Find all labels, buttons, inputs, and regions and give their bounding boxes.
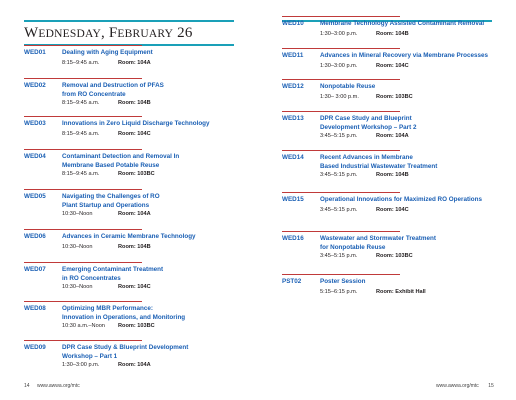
session-title[interactable]: Removal and Destruction of PFAS from RO Concentrate <box>62 82 164 98</box>
session-room: Room: Exhibit Hall <box>376 289 426 295</box>
session-title[interactable]: Operational Innovations for Maximized RO Operations <box>320 196 482 203</box>
page-number: 15 <box>488 383 494 389</box>
session-divider <box>282 192 400 193</box>
session-code: WED08 <box>24 305 46 312</box>
session-divider <box>282 150 400 151</box>
session-code: WED14 <box>282 154 304 161</box>
session-time: 1:30–3:00 p.m. <box>62 362 100 368</box>
page-number: 14 <box>24 383 30 389</box>
session-divider <box>282 111 400 112</box>
session-title[interactable]: Dealing with Aging Equipment <box>62 49 153 56</box>
session-divider <box>24 301 142 302</box>
right-page <box>258 0 516 400</box>
session-code: WED09 <box>24 344 46 351</box>
session-room: Room: 103BC <box>376 94 413 100</box>
session-room: Room: 103BC <box>118 323 155 329</box>
session-time: 8:15–9:45 a.m. <box>62 100 100 106</box>
session-room: Room: 104C <box>118 131 151 137</box>
page-title: WEDNESDAY, FEBRUARY 26 <box>24 25 193 41</box>
session-room: Room: 104B <box>376 172 409 178</box>
session-title[interactable]: Poster Session <box>320 278 366 285</box>
session-room: Room: 103BC <box>118 171 155 177</box>
session-time: 10:30–Noon <box>62 211 93 217</box>
session-divider <box>24 45 142 46</box>
session-time: 8:15–9:45 a.m. <box>62 60 100 66</box>
session-divider <box>282 48 400 49</box>
session-room: Room: 104A <box>118 211 151 217</box>
session-divider <box>24 189 142 190</box>
session-title[interactable]: Nonpotable Reuse <box>320 83 376 90</box>
session-room: Room: 104A <box>118 60 151 66</box>
session-room: Room: 104C <box>118 284 151 290</box>
session-code: WED12 <box>282 83 304 90</box>
session-code: WED15 <box>282 196 304 203</box>
session-time: 5:15–6:15 p.m. <box>320 289 358 295</box>
session-time: 8:15–9:45 a.m. <box>62 171 100 177</box>
session-room: Room: 104C <box>376 63 409 69</box>
session-room: Room: 103BC <box>376 253 413 259</box>
session-title[interactable]: Navigating the Challenges of RO Plant Startup and Operations <box>62 193 160 209</box>
session-code: WED16 <box>282 235 304 242</box>
session-divider <box>24 340 142 341</box>
session-title[interactable]: DPR Case Study & Blueprint Development Workshop – Part 1 <box>62 344 189 360</box>
session-code: WED13 <box>282 115 304 122</box>
title-top-rule <box>24 20 234 22</box>
session-code: WED03 <box>24 120 46 127</box>
session-room: Room: 104B <box>118 244 151 250</box>
session-divider <box>24 116 142 117</box>
session-title[interactable]: Recent Advances in Membrane Based Industrial Wastewater Treatment <box>320 154 438 170</box>
session-code: WED10 <box>282 20 304 27</box>
session-room: Room: 104B <box>118 100 151 106</box>
session-divider <box>282 274 400 275</box>
session-time: 10:30–Noon <box>62 284 93 290</box>
session-title[interactable]: Membrane Technology Assisted Contaminant Removal <box>320 20 485 27</box>
session-time: 10:30–Noon <box>62 244 93 250</box>
footer-url[interactable]: www.awwa.org/mtc <box>36 383 80 389</box>
session-time: 3:45–5:15 p.m. <box>320 207 358 213</box>
session-room: Room: 104C <box>376 207 409 213</box>
footer-right <box>436 383 494 389</box>
session-room: Room: 104A <box>376 133 409 139</box>
session-code: WED11 <box>282 52 304 59</box>
session-divider <box>282 16 400 17</box>
footer-url[interactable]: www.awwa.org/mtc <box>436 383 479 389</box>
session-time: 10:30 a.m.–Noon <box>62 323 105 329</box>
session-room: Room: 104A <box>118 362 151 368</box>
session-title[interactable]: Innovations in Zero Liquid Discharge Technology <box>62 120 210 127</box>
session-title[interactable]: Contaminant Detection and Removal In Membrane Based Potable Reuse <box>62 153 180 169</box>
session-title[interactable]: Advances in Mineral Recovery via Membrane Processes <box>320 52 488 59</box>
session-divider <box>24 262 142 263</box>
session-divider <box>24 149 142 150</box>
session-time: 8:15–9:45 a.m. <box>62 131 100 137</box>
session-time: 1:30–3:00 p.m. <box>320 63 358 69</box>
footer-left <box>24 383 80 389</box>
session-title[interactable]: Advances in Ceramic Membrane Technology <box>62 233 196 240</box>
session-time: 3:45–5:15 p.m. <box>320 253 358 259</box>
session-title[interactable]: DPR Case Study and Blueprint Development Workshop – Part 2 <box>320 115 417 131</box>
session-time: 3:45–5:15 p.m. <box>320 133 358 139</box>
session-divider <box>24 229 142 230</box>
session-code: WED04 <box>24 153 46 160</box>
session-code: WED01 <box>24 49 46 56</box>
session-time: 1:30– 3:00 p.m. <box>320 94 359 100</box>
session-code: WED07 <box>24 266 46 273</box>
session-divider <box>282 79 400 80</box>
session-code: PST02 <box>282 278 302 285</box>
session-code: WED06 <box>24 233 46 240</box>
session-divider <box>24 78 142 79</box>
session-title[interactable]: Optimizing MBR Performance: Innovation in Operations, and Monitoring <box>62 305 186 321</box>
session-code: WED05 <box>24 193 46 200</box>
session-divider <box>282 231 400 232</box>
session-time: 3:45–5:15 p.m. <box>320 172 358 178</box>
session-room: Room: 104B <box>376 31 409 37</box>
session-title[interactable]: Wastewater and Stormwater Treatment for Nonpotable Reuse <box>320 235 436 251</box>
session-title[interactable]: Emerging Contaminant Treatment in RO Concentrates <box>62 266 164 282</box>
session-code: WED02 <box>24 82 46 89</box>
session-time: 1:30–3:00 p.m. <box>320 31 358 37</box>
